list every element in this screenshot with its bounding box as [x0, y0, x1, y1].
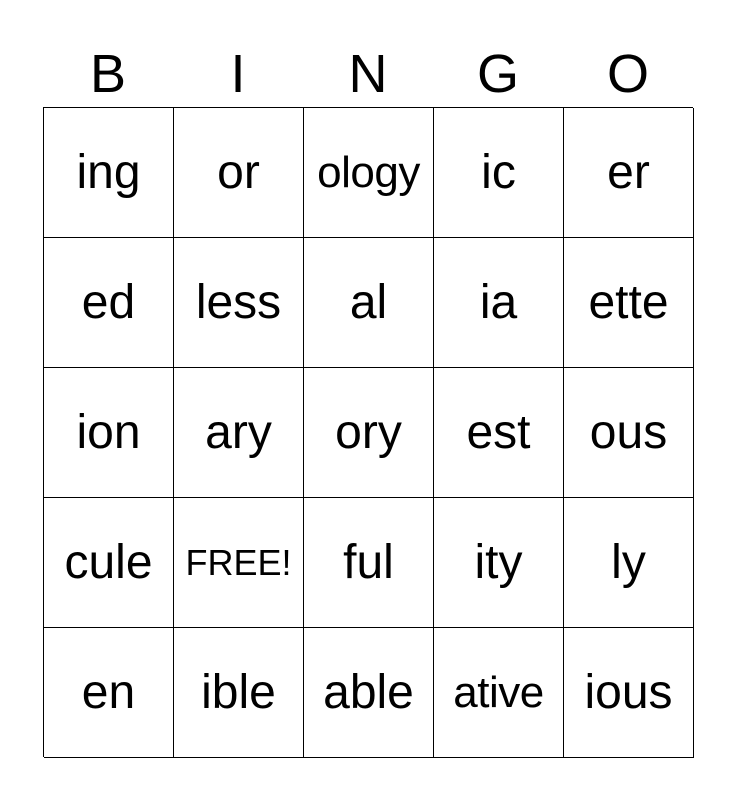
bingo-cell: ing	[44, 108, 174, 238]
bingo-cell: ed	[44, 238, 174, 368]
bingo-cell: al	[304, 238, 434, 368]
bingo-cell: est	[434, 368, 564, 498]
bingo-cell: ette	[564, 238, 694, 368]
bingo-cell: ous	[564, 368, 694, 498]
bingo-cell: ary	[174, 368, 304, 498]
free-space-cell: FREE!	[174, 498, 304, 628]
bingo-cell: er	[564, 108, 694, 238]
header-letter-n: N	[348, 44, 388, 104]
bingo-cell: ity	[434, 498, 564, 628]
bingo-cell: ion	[44, 368, 174, 498]
bingo-cell: ful	[304, 498, 434, 628]
header-letter-i: I	[230, 44, 246, 104]
bingo-cell: able	[304, 628, 434, 758]
bingo-board	[43, 107, 693, 757]
header-letter-b: B	[89, 44, 127, 104]
bingo-cell: ious	[564, 628, 694, 758]
bingo-header	[43, 42, 693, 106]
header-letter-g: G	[476, 44, 519, 104]
bingo-cell: ia	[434, 238, 564, 368]
header-letter-o: O	[606, 44, 649, 104]
bingo-cell: cule	[44, 498, 174, 628]
bingo-cell: ic	[434, 108, 564, 238]
bingo-cell: ory	[304, 368, 434, 498]
bingo-cell: en	[44, 628, 174, 758]
bingo-cell: ology	[304, 108, 434, 238]
bingo-cell: or	[174, 108, 304, 238]
bingo-cell: less	[174, 238, 304, 368]
bingo-cell: ative	[434, 628, 564, 758]
bingo-cell: ible	[174, 628, 304, 758]
bingo-cell: ly	[564, 498, 694, 628]
